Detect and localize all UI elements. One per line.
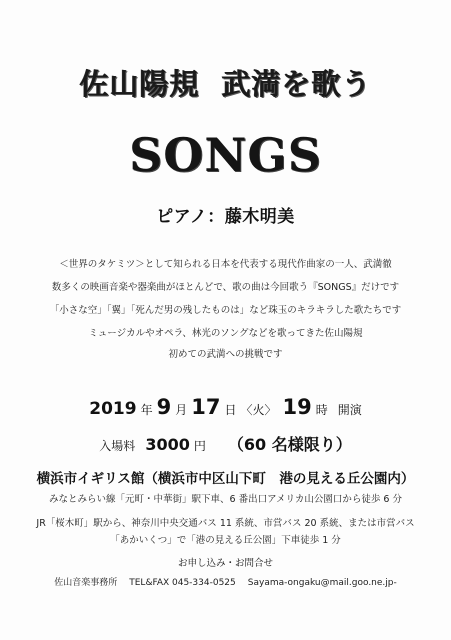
- venue: 横浜市イギリス館（横浜市中区山下町 港の見える丘公園内）: [36, 471, 415, 487]
- description-line: 初めての武満への挑戦です: [168, 349, 283, 360]
- date-year-unit: 年: [140, 403, 153, 417]
- email-address: Sayama-ongaku@mail.goo.ne.jp-: [247, 578, 397, 588]
- admission-price-unit: 円: [193, 439, 206, 453]
- description-line: ミュージカルやオペラ、林光のソングなどを歌ってきた佐山陽規: [88, 328, 363, 339]
- event-title: 武満を歌う: [221, 67, 372, 101]
- date-hour-unit: 時: [315, 403, 328, 417]
- description-line: 数多くの映画音楽や器楽曲がほとんどで、歌の曲は今回歌う『SONGS』だけです: [51, 282, 400, 293]
- description-line: ＜世界のタケミツ＞として知られる日本を代表する現代作曲家の一人、武満徹: [59, 259, 392, 270]
- event-date: [0, 395, 451, 419]
- date-hour: 19: [282, 395, 312, 419]
- date-start-label: 開演: [337, 403, 362, 417]
- admission-limit: （60 名様限り）: [227, 435, 352, 454]
- date-year: 2019: [89, 399, 137, 419]
- piano-credit: [0, 202, 451, 227]
- singer-name: 佐山陽規: [79, 67, 200, 101]
- access-line: みなとみらい線「元町・中華街」駅下車、6 番出口アメリカ山公園口から徒歩 6 分: [49, 494, 402, 505]
- admission-fee: [0, 432, 451, 455]
- date-weekday: 〈火〉: [240, 403, 277, 417]
- piano-label: ピアノ：: [156, 207, 225, 227]
- access-line: 「あかいくつ」で「港の見える丘公園」下車徒歩 1 分: [110, 535, 341, 546]
- date-month: 9: [156, 395, 172, 419]
- pianist-name: 藤木明美: [224, 207, 295, 227]
- date-day-unit: 日: [224, 403, 237, 417]
- inquiry-label: お申し込み・お問合せ: [177, 558, 273, 569]
- access-line: JR「桜木町」駅から、神奈川中央交通バス 11 系統、市営バス 20 系統、または市営バス: [36, 518, 415, 529]
- date-day: 17: [191, 395, 221, 419]
- songs-headline: SONGS: [129, 128, 322, 182]
- contact-info: [0, 575, 451, 588]
- main-title: [0, 62, 451, 103]
- description-line: 「小さな空」「翼」「死んだ男の残したものは」など珠玉のキラキラした歌たちです: [49, 305, 402, 316]
- admission-price: 3000: [145, 435, 190, 454]
- phone-fax: TEL&FAX 045-334-0525: [129, 578, 236, 588]
- admission-label: 入場料: [99, 439, 136, 453]
- office-name: 佐山音楽事務所: [54, 578, 118, 588]
- date-month-unit: 月: [175, 403, 188, 417]
